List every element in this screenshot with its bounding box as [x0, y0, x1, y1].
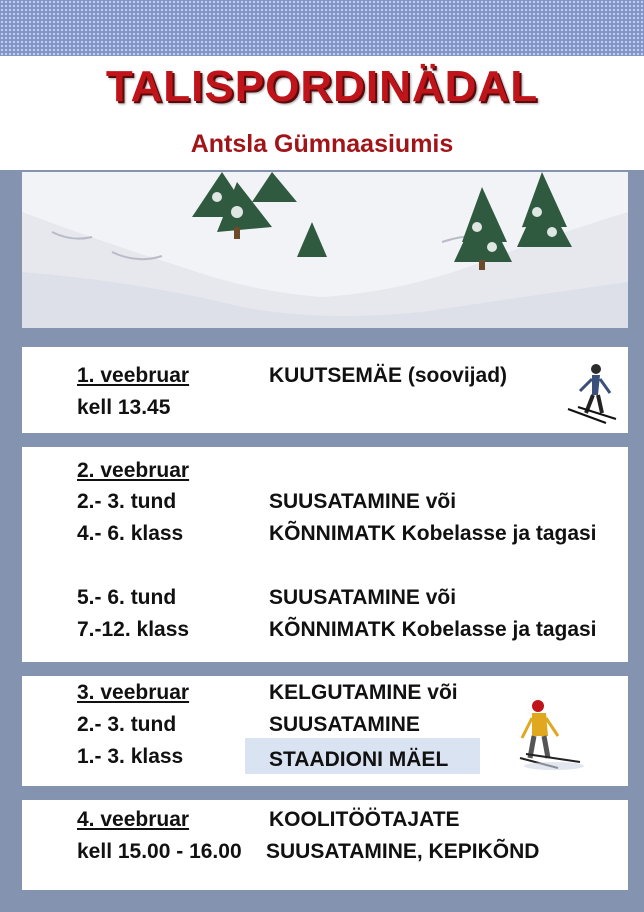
- event-activity: SUUSATAMINE või: [269, 490, 457, 513]
- event-class: 4.- 6. klass: [77, 522, 184, 545]
- event-activity: SUUSATAMINE: [269, 713, 420, 736]
- event-activity: KUUTSEMÄE (soovijad): [269, 364, 508, 387]
- event-time: kell 15.00 - 16.00: [77, 840, 242, 863]
- event-activity: KÕNNIMATK Kobelasse ja tagasi: [269, 522, 597, 545]
- event-activity: KÕNNIMATK Kobelasse ja tagasi: [269, 618, 597, 641]
- event-class: 1.- 3. klass: [77, 745, 184, 768]
- event-card-4: [22, 800, 628, 890]
- event-activity: SUUSATAMINE, KEPIKÕND: [266, 840, 540, 863]
- header: [0, 56, 644, 170]
- event-lesson: 2.- 3. tund: [77, 713, 177, 736]
- event-date: 1. veebruar: [77, 364, 190, 387]
- event-activity: KOOLITÖÖTAJATE: [269, 808, 460, 831]
- page-title: TALISPORDINÄDAL: [105, 62, 539, 111]
- event-location: STAADIONI MÄEL: [269, 748, 449, 771]
- event-card-3: [22, 676, 628, 786]
- event-date: 2. veebruar: [77, 459, 190, 482]
- event-activity: SUUSATAMINE või: [269, 586, 457, 609]
- winter-landscape-image: [22, 172, 628, 328]
- event-lesson: 5.- 6. tund: [77, 586, 177, 609]
- event-card-1: [22, 347, 628, 433]
- page-subtitle: Antsla Gümnaasiumis: [190, 130, 454, 158]
- event-activity: KELGUTAMINE või: [269, 681, 458, 704]
- event-card-2: [22, 447, 628, 662]
- decorative-top-strip: [0, 0, 644, 56]
- event-date: 4. veebruar: [77, 808, 190, 831]
- skier-icon: [514, 696, 586, 772]
- event-time: kell 13.45: [77, 396, 171, 419]
- skier-icon: [562, 361, 622, 427]
- event-lesson: 2.- 3. tund: [77, 490, 177, 513]
- event-class: 7.-12. klass: [77, 618, 190, 641]
- event-date: 3. veebruar: [77, 681, 190, 704]
